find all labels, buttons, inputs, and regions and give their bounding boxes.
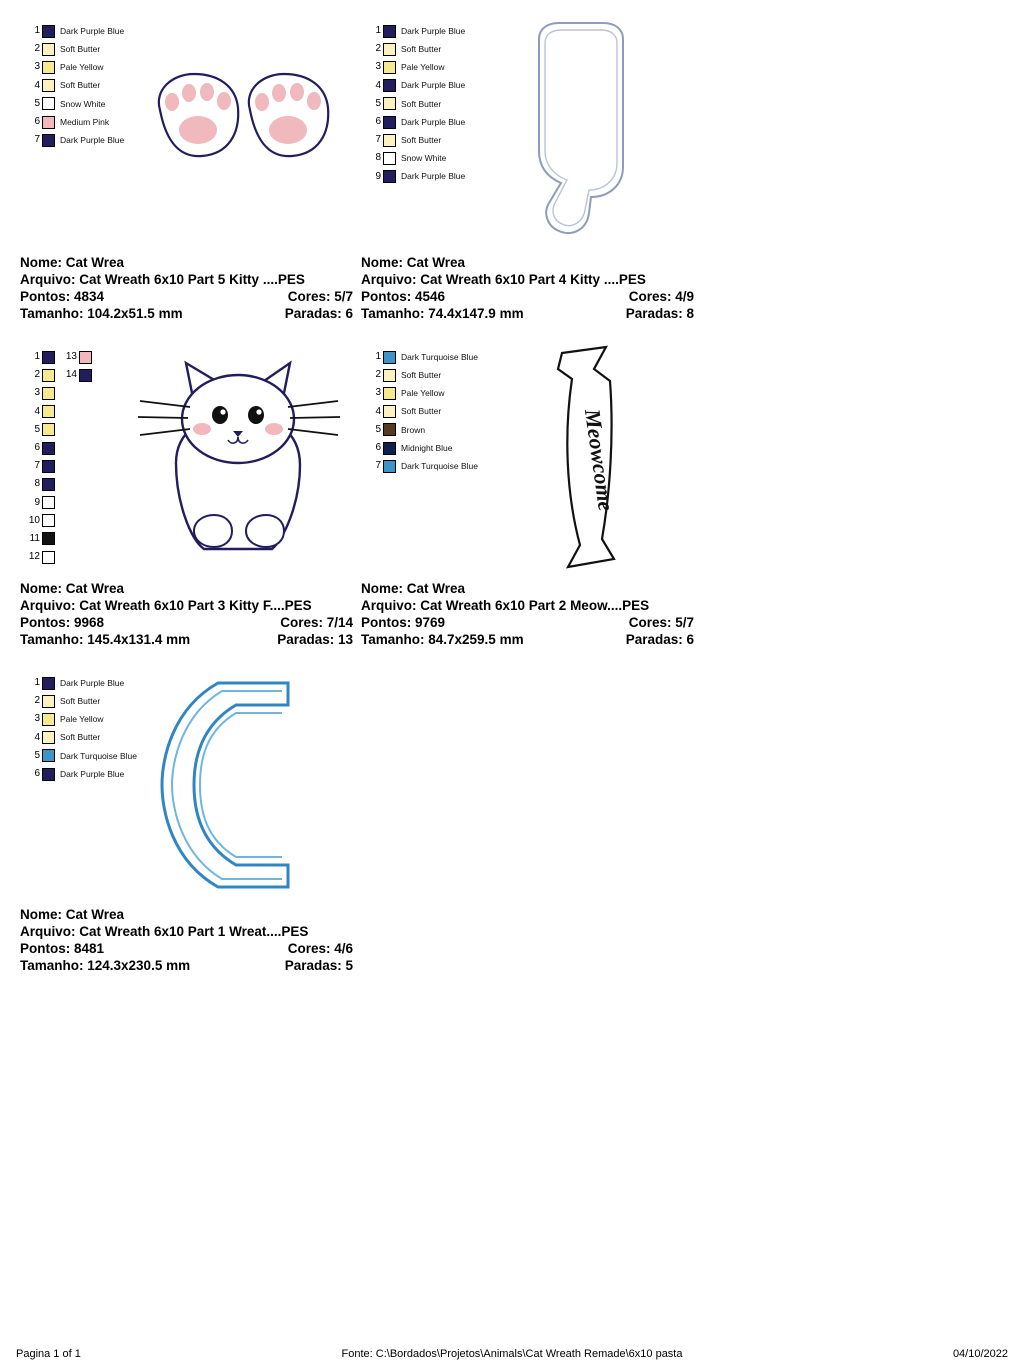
color-legend-row bbox=[26, 58, 124, 76]
design-info bbox=[20, 252, 353, 322]
color-index: 6 bbox=[375, 116, 381, 128]
color-index: 6 bbox=[34, 442, 40, 454]
color-index: 10 bbox=[28, 514, 40, 526]
color-index: 4 bbox=[34, 405, 40, 417]
design-preview-wreath bbox=[132, 666, 347, 902]
page-footer bbox=[16, 1348, 1008, 1360]
color-swatch bbox=[42, 387, 55, 400]
color-legend-row bbox=[367, 77, 465, 95]
color-legend-row bbox=[26, 692, 137, 710]
color-index: 5 bbox=[375, 97, 381, 109]
color-index: 6 bbox=[375, 442, 381, 454]
design-file: Arquivo: Cat Wreath 6x10 Part 2 Meow....PES bbox=[361, 598, 650, 613]
design-preview-kitty bbox=[132, 340, 347, 576]
color-legend-row bbox=[367, 366, 478, 384]
color-legend-row bbox=[26, 403, 55, 421]
color-legend bbox=[26, 674, 137, 783]
design-file: Arquivo: Cat Wreath 6x10 Part 1 Wreat....PES bbox=[20, 924, 309, 939]
color-swatch bbox=[383, 405, 396, 418]
color-legend-column bbox=[26, 22, 124, 149]
color-index: 2 bbox=[34, 369, 40, 381]
color-index: 6 bbox=[34, 116, 40, 128]
footer-page-number: Pagina 1 of 1 bbox=[16, 1348, 81, 1360]
color-label: Soft Butter bbox=[401, 134, 442, 145]
color-index: 3 bbox=[375, 61, 381, 73]
color-legend-row bbox=[367, 113, 465, 131]
color-swatch bbox=[383, 442, 396, 455]
design-colors: Cores: 4/6 bbox=[287, 941, 353, 956]
design-stitches: Pontos: 9968 bbox=[20, 615, 105, 630]
design-size: Tamanho: 84.7x259.5 mm bbox=[361, 632, 524, 647]
design-preview-tail bbox=[473, 14, 688, 250]
color-swatch bbox=[383, 423, 396, 436]
color-legend-row bbox=[63, 348, 92, 366]
color-index: 8 bbox=[34, 478, 40, 490]
design-name: Nome: Cat Wrea bbox=[20, 581, 125, 596]
color-legend-row bbox=[367, 421, 478, 439]
color-swatch bbox=[42, 731, 55, 744]
color-legend-column bbox=[26, 348, 55, 566]
color-legend-column bbox=[367, 348, 478, 475]
color-index: 7 bbox=[34, 134, 40, 146]
color-swatch bbox=[42, 134, 55, 147]
color-swatch bbox=[383, 170, 396, 183]
color-legend-row bbox=[26, 710, 137, 728]
color-swatch bbox=[383, 97, 396, 110]
design-info bbox=[20, 904, 353, 974]
design-card bbox=[357, 340, 698, 648]
color-legend-row bbox=[367, 403, 478, 421]
design-card bbox=[16, 666, 357, 974]
color-label: Dark Purple Blue bbox=[401, 80, 466, 91]
color-swatch bbox=[42, 496, 55, 509]
color-swatch bbox=[383, 79, 396, 92]
color-index: 5 bbox=[34, 749, 40, 761]
design-card-body bbox=[361, 340, 694, 578]
color-legend-row bbox=[26, 747, 137, 765]
color-swatch bbox=[383, 387, 396, 400]
color-label: Dark Turquoise Blue bbox=[401, 460, 479, 471]
footer-date: 04/10/2022 bbox=[952, 1348, 1008, 1360]
color-label: Soft Butter bbox=[60, 696, 101, 707]
color-index: 5 bbox=[34, 97, 40, 109]
color-legend-row bbox=[26, 765, 137, 783]
color-index: 4 bbox=[375, 79, 381, 91]
color-index: 3 bbox=[34, 713, 40, 725]
design-stitches: Pontos: 9769 bbox=[361, 615, 446, 630]
color-legend bbox=[367, 22, 465, 186]
color-swatch bbox=[42, 61, 55, 74]
color-legend-row bbox=[63, 366, 92, 384]
color-index: 11 bbox=[29, 532, 40, 544]
color-swatch bbox=[383, 43, 396, 56]
color-legend-row bbox=[26, 421, 55, 439]
color-legend-row bbox=[26, 530, 55, 548]
design-file: Arquivo: Cat Wreath 6x10 Part 3 Kitty F....PES bbox=[20, 598, 312, 613]
design-file: Arquivo: Cat Wreath 6x10 Part 5 Kitty ....PES bbox=[20, 272, 305, 287]
color-index: 1 bbox=[34, 351, 40, 363]
color-swatch bbox=[383, 134, 396, 147]
design-card-body bbox=[20, 666, 353, 904]
color-legend-row bbox=[367, 384, 478, 402]
color-legend-row bbox=[367, 149, 465, 167]
color-legend-row bbox=[26, 348, 55, 366]
color-legend-row bbox=[26, 113, 124, 131]
design-preview-banner bbox=[473, 340, 688, 576]
color-swatch bbox=[383, 351, 396, 364]
color-legend-row bbox=[367, 95, 465, 113]
design-name: Nome: Cat Wrea bbox=[20, 907, 125, 922]
color-label: Soft Butter bbox=[401, 44, 442, 55]
color-index: 2 bbox=[375, 369, 381, 381]
color-legend-row bbox=[26, 366, 55, 384]
color-legend-row bbox=[26, 131, 124, 149]
color-swatch bbox=[42, 405, 55, 418]
color-label: Brown bbox=[401, 424, 426, 435]
color-swatch bbox=[42, 116, 55, 129]
color-index: 9 bbox=[375, 170, 381, 182]
color-swatch bbox=[42, 713, 55, 726]
color-index: 14 bbox=[65, 369, 77, 381]
color-swatch bbox=[42, 677, 55, 690]
design-colors: Cores: 4/9 bbox=[628, 289, 694, 304]
design-size: Tamanho: 145.4x131.4 mm bbox=[20, 632, 191, 647]
color-legend-row bbox=[26, 40, 124, 58]
color-label: Midnight Blue bbox=[401, 442, 453, 453]
color-label: Dark Purple Blue bbox=[60, 768, 125, 779]
design-colors: Cores: 7/14 bbox=[280, 615, 353, 630]
color-index: 9 bbox=[34, 496, 40, 508]
color-index: 5 bbox=[34, 423, 40, 435]
color-legend-row bbox=[367, 348, 478, 366]
design-name: Nome: Cat Wrea bbox=[361, 255, 466, 270]
color-label: Soft Butter bbox=[60, 732, 101, 743]
color-swatch bbox=[79, 351, 92, 364]
color-legend-row bbox=[367, 40, 465, 58]
color-swatch bbox=[42, 532, 55, 545]
color-label: Pale Yellow bbox=[60, 714, 104, 725]
color-index: 2 bbox=[375, 43, 381, 55]
color-legend-row bbox=[367, 457, 478, 475]
design-stops: Paradas: 13 bbox=[277, 632, 353, 647]
color-swatch bbox=[383, 61, 396, 74]
color-swatch bbox=[42, 351, 55, 364]
color-legend-column bbox=[26, 674, 137, 783]
color-index: 3 bbox=[34, 387, 40, 399]
design-stitches: Pontos: 4546 bbox=[361, 289, 446, 304]
color-index: 4 bbox=[375, 405, 381, 417]
color-index: 8 bbox=[375, 152, 381, 164]
design-card bbox=[16, 14, 357, 322]
color-index: 1 bbox=[375, 25, 381, 37]
color-swatch bbox=[42, 25, 55, 38]
color-swatch bbox=[42, 695, 55, 708]
color-swatch bbox=[42, 768, 55, 781]
color-legend-row bbox=[26, 475, 55, 493]
color-label: Soft Butter bbox=[401, 406, 442, 417]
color-label: Dark Purple Blue bbox=[60, 677, 125, 688]
color-label: Dark Turquoise Blue bbox=[401, 351, 479, 362]
color-legend-row bbox=[26, 439, 55, 457]
color-legend-row bbox=[26, 548, 55, 566]
color-index: 13 bbox=[65, 351, 77, 363]
color-legend-row bbox=[26, 95, 124, 113]
color-label: Soft Butter bbox=[401, 98, 442, 109]
color-legend-row bbox=[367, 131, 465, 149]
color-swatch bbox=[42, 97, 55, 110]
design-size: Tamanho: 104.2x51.5 mm bbox=[20, 306, 183, 321]
color-swatch bbox=[383, 25, 396, 38]
color-swatch bbox=[42, 551, 55, 564]
design-stops: Paradas: 6 bbox=[625, 632, 694, 647]
color-index: 3 bbox=[34, 61, 40, 73]
color-swatch bbox=[42, 369, 55, 382]
color-index: 1 bbox=[375, 351, 381, 363]
color-swatch bbox=[383, 460, 396, 473]
design-stitches: Pontos: 8481 bbox=[20, 941, 105, 956]
design-stops: Paradas: 8 bbox=[625, 306, 694, 321]
design-card-body bbox=[20, 14, 353, 252]
color-index: 7 bbox=[375, 460, 381, 472]
color-swatch bbox=[42, 460, 55, 473]
design-card-body bbox=[20, 340, 353, 578]
design-stops: Paradas: 6 bbox=[284, 306, 353, 321]
color-swatch bbox=[79, 369, 92, 382]
color-label: Snow White bbox=[401, 153, 447, 164]
color-label: Dark Purple Blue bbox=[401, 116, 466, 127]
color-swatch bbox=[383, 116, 396, 129]
color-swatch bbox=[383, 369, 396, 382]
design-info bbox=[20, 578, 353, 648]
color-legend-row bbox=[26, 674, 137, 692]
design-name: Nome: Cat Wrea bbox=[361, 581, 466, 596]
color-legend bbox=[367, 348, 478, 475]
color-label: Dark Turquoise Blue bbox=[60, 750, 138, 761]
color-legend bbox=[26, 22, 124, 149]
color-swatch bbox=[42, 43, 55, 56]
color-label: Dark Purple Blue bbox=[60, 134, 125, 145]
color-legend-row bbox=[26, 512, 55, 530]
color-swatch bbox=[383, 152, 396, 165]
color-label: Pale Yellow bbox=[401, 62, 445, 73]
color-label: Pale Yellow bbox=[401, 388, 445, 399]
color-legend-row bbox=[367, 439, 478, 457]
color-index: 5 bbox=[375, 423, 381, 435]
color-swatch bbox=[42, 749, 55, 762]
color-label: Medium Pink bbox=[60, 116, 110, 127]
design-file: Arquivo: Cat Wreath 6x10 Part 4 Kitty ....PES bbox=[361, 272, 646, 287]
design-card-grid bbox=[16, 14, 1008, 992]
design-stitches: Pontos: 4834 bbox=[20, 289, 105, 304]
color-legend bbox=[26, 348, 92, 566]
color-swatch bbox=[42, 478, 55, 491]
color-legend-row bbox=[26, 22, 124, 40]
color-swatch bbox=[42, 79, 55, 92]
design-size: Tamanho: 74.4x147.9 mm bbox=[361, 306, 524, 321]
color-index: 7 bbox=[375, 134, 381, 146]
footer-source-wrap bbox=[16, 1348, 1008, 1360]
banner-text: Meowcome bbox=[579, 407, 619, 513]
color-index: 3 bbox=[375, 387, 381, 399]
color-index: 4 bbox=[34, 731, 40, 743]
design-card-body bbox=[361, 14, 694, 252]
color-swatch bbox=[42, 514, 55, 527]
color-legend-column bbox=[367, 22, 465, 186]
design-colors: Cores: 5/7 bbox=[287, 289, 353, 304]
color-swatch bbox=[42, 423, 55, 436]
color-legend-row bbox=[367, 168, 465, 186]
color-legend-row bbox=[26, 77, 124, 95]
design-stops: Paradas: 5 bbox=[284, 958, 353, 973]
color-label: Dark Purple Blue bbox=[60, 25, 125, 36]
design-name: Nome: Cat Wrea bbox=[20, 255, 125, 270]
color-index: 2 bbox=[34, 43, 40, 55]
color-index: 4 bbox=[34, 79, 40, 91]
color-swatch bbox=[42, 442, 55, 455]
footer-source-path: Fonte: C:\Bordados\Projetos\Animals\Cat Wreath Remade\6x10 pasta bbox=[341, 1348, 683, 1360]
color-label: Dark Purple Blue bbox=[401, 25, 466, 36]
color-legend-column-2 bbox=[63, 348, 92, 566]
color-label: Pale Yellow bbox=[60, 62, 104, 73]
color-legend-row bbox=[26, 729, 137, 747]
color-index: 7 bbox=[34, 460, 40, 472]
color-label: Soft Butter bbox=[60, 44, 101, 55]
design-card bbox=[357, 14, 698, 322]
color-legend-row bbox=[26, 384, 55, 402]
color-label: Dark Purple Blue bbox=[401, 171, 466, 182]
color-label: Snow White bbox=[60, 98, 106, 109]
design-preview-paws bbox=[132, 14, 347, 250]
color-legend-row bbox=[367, 22, 465, 40]
design-size: Tamanho: 124.3x230.5 mm bbox=[20, 958, 191, 973]
color-label: Soft Butter bbox=[401, 370, 442, 381]
design-colors: Cores: 5/7 bbox=[628, 615, 694, 630]
color-index: 12 bbox=[28, 551, 40, 563]
color-index: 2 bbox=[34, 695, 40, 707]
color-legend-row bbox=[367, 58, 465, 76]
color-label: Soft Butter bbox=[60, 80, 101, 91]
color-legend-row bbox=[26, 494, 55, 512]
color-index: 1 bbox=[34, 25, 40, 37]
color-index: 6 bbox=[34, 768, 40, 780]
color-legend-row bbox=[26, 457, 55, 475]
design-card bbox=[16, 340, 357, 648]
design-info bbox=[361, 252, 694, 322]
color-index: 1 bbox=[34, 677, 40, 689]
design-info bbox=[361, 578, 694, 648]
